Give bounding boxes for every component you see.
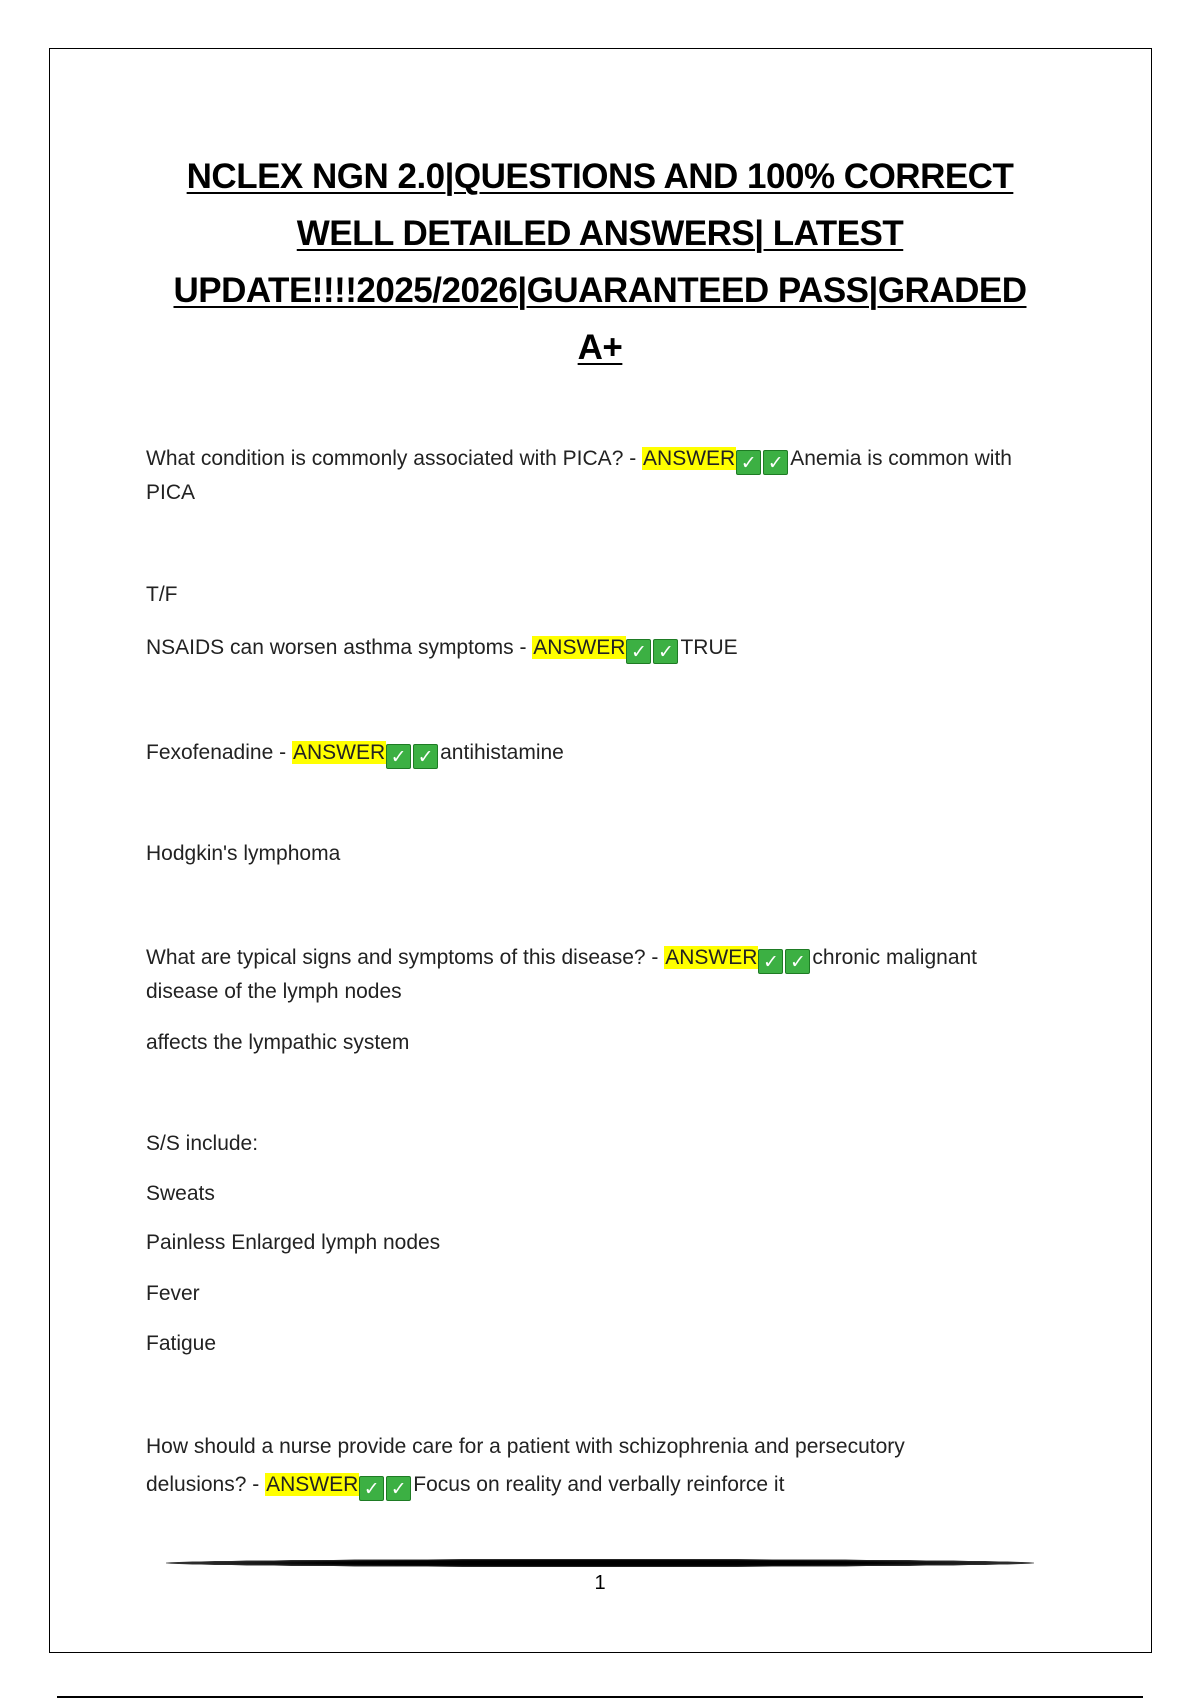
question-text: How should a nurse provide care for a patient with schizophrenia and persecutory (146, 1435, 905, 1458)
check-icon: ✓ (626, 639, 651, 664)
answer-label: ANSWER (533, 636, 626, 659)
ss-item: Fatigue (146, 1332, 217, 1355)
title-line: WELL DETAILED ANSWERS| LATEST (296, 214, 904, 253)
check-icon: ✓ (758, 949, 783, 974)
answer-text-cont: disease of the lymph nodes (146, 980, 402, 1003)
answer-label: ANSWER (665, 946, 758, 969)
check-icon: ✓ (736, 450, 761, 475)
next-page-edge (57, 1696, 1143, 1698)
check-icon: ✓ (763, 450, 788, 475)
check-icon: ✓ (653, 639, 678, 664)
check-icon: ✓ (359, 1476, 384, 1501)
check-icon: ✓ (386, 1476, 411, 1501)
title-line: NCLEX NGN 2.0|QUESTIONS AND 100% CORRECT (186, 157, 1014, 196)
question-text: What are typical signs and symptoms of this disease? - (146, 946, 665, 969)
answer-text-cont: PICA (146, 481, 196, 504)
tf-label: T/F (146, 583, 178, 606)
document-title (140, 148, 1060, 376)
topic-heading: Hodgkin's lymphoma (146, 842, 341, 865)
answer-text: chronic malignant (812, 946, 978, 969)
ss-item: Painless Enlarged lymph nodes (146, 1231, 441, 1254)
ss-header: S/S include: (146, 1132, 259, 1155)
page-number: 1 (594, 1572, 606, 1594)
qa-item-schizophrenia (146, 1428, 1066, 1504)
question-text: NSAIDS can worsen asthma symptoms - (146, 636, 533, 659)
check-icon: ✓ (413, 744, 438, 769)
answer-label: ANSWER (643, 447, 736, 470)
answer-text: Anemia is common with (790, 447, 1012, 470)
title-line: A+ (577, 328, 623, 367)
qa-item-hodgkins (146, 941, 1066, 1009)
question-text: Fexofenadine - (146, 741, 292, 764)
answer-label: ANSWER (292, 741, 386, 764)
ss-item: Fever (146, 1282, 200, 1305)
qa-item-fexofenadine (146, 736, 1066, 770)
answer-text: TRUE (680, 636, 738, 659)
answer-text: antihistamine (440, 741, 564, 764)
footer-divider (166, 1559, 1034, 1567)
question-text-cont: delusions? - (146, 1473, 266, 1496)
qa-item-pica (146, 442, 1066, 510)
title-line: UPDATE!!!!2025/2026|GUARANTEED PASS|GRADED (173, 271, 1027, 310)
qa-item-nsaids (146, 631, 1066, 665)
answer-label: ANSWER (266, 1473, 359, 1496)
question-text: What condition is commonly associated with PICA? - (146, 447, 643, 470)
answer-line: affects the lympathic system (146, 1031, 410, 1054)
check-icon: ✓ (785, 949, 810, 974)
check-icon: ✓ (386, 744, 411, 769)
answer-text: Focus on reality and verbally reinforce it (413, 1473, 785, 1496)
ss-item: Sweats (146, 1182, 215, 1205)
